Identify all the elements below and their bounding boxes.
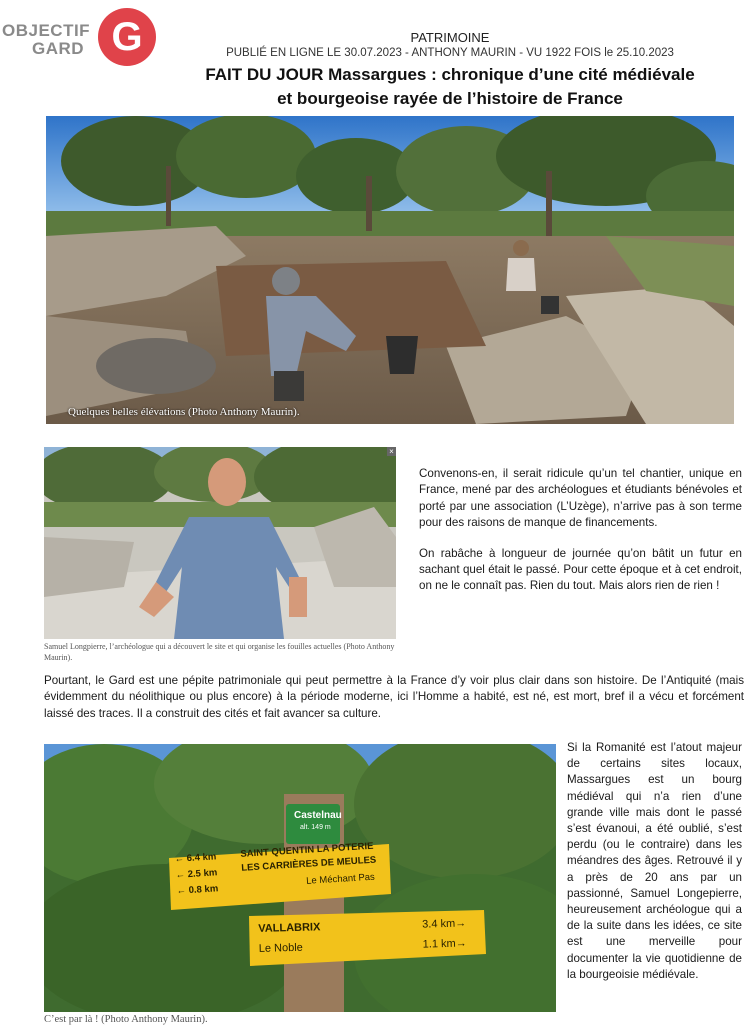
headline-line1: FAIT DU JOUR Massargues : chronique d’une cité médiévale [205,65,695,84]
archaeologist-caption: Samuel Longpierre, l’archéologue qui a découvert le site et qui organise les fouilles actuelles (Photo Anthony Maurin). [44,642,395,662]
logo-mark [98,8,156,66]
sign-post-label: Castelnau [294,810,342,821]
sign-subtitle: Le Méchant Pas [305,871,376,887]
sign-destination-2: Le Noble [258,941,303,955]
section-rubric[interactable]: PATRIMOINE [410,30,490,45]
sign-post-alt: alt. 149 m [300,824,331,831]
excavation-photo [46,116,734,424]
sign-destination-1: VALLABRIX [258,921,321,935]
paragraph-2: On rabâche à longueur de journée qu’on bâtit un futur en sachant quel était le passé. Pour cette époque et à cet endroit, on ne le connaît pas. Rien du tout. Mais alors rien de rien ! [419,546,742,593]
sign-distance-3: ← 0.8 km [176,883,219,897]
article-headline [150,63,750,111]
logo-g-icon: G [111,15,143,59]
paragraph-3: Pourtant, le Gard est une pépite patrimoniale qui peut permettre à la France d’y voir plus clair dans son histoire. De l’Antiquité (mais évidemment du néolithique ou plus encore) à la période moderne, ici l’Homme a habité, est né, est mort, bref il a vécu et forcément laissé des traces. Il a construit des cités et fait avancer sa culture. [44,674,744,720]
site-logo[interactable] [2,8,160,66]
paragraph-1: Convenons-en, il serait ridicule qu’un tel chantier, unique en France, mené par des archéologues et étudiants bénévoles et porté par une association (L’Uzège), n’arrive pas à son terme pour des raisons de manque de financements. [419,467,742,530]
sign-distance-1: ← 6.4 km [174,851,217,865]
signpost-caption: C’est par là ! (Photo Anthony Maurin). [44,1014,208,1025]
archaeologist-illustration [44,447,396,639]
sign-board-2 [254,913,485,963]
sign-distance-2: ← 2.5 km [175,867,218,881]
intro-column [419,466,742,595]
article-meta: PUBLIÉ EN LIGNE LE 30.07.2023 - ANTHONY MAURIN - VU 1922 FOIS le 25.10.2023 [226,47,674,59]
sign-destination-1-distance: 3.4 km→ [422,917,467,931]
archaeologist-photo [44,447,396,639]
headline-line2: et bourgeoise rayée de l’histoire de France [277,89,623,108]
close-icon[interactable]: × [387,447,396,456]
sign-destination-2-distance: 1.1 km→ [422,937,467,951]
sign-title-2: LES CARRIÈRES DE MEULES [240,854,377,874]
logo-text-line1: OBJECTIF [2,21,91,40]
sign-title-1: SAINT QUENTIN LA POTERIE [240,840,374,860]
paragraph-4: Si la Romanité est l’atout majeur de certains sites locaux, Massargues est un bourg médiéval qui n’a rien d’une grande ville mais dont le passé s’est évanoui, a été oublié, s’est perdu (ou le contraire) dans les méandres des âges. Retrouvé il y a près de 20 ans par un passionné, Samuel Longepierre, heureusement archéologue qui a de la suite dans les idées, ce site est une merveille pour documenter la vie quotidienne de la bourgeoisie médiévale. [567,741,742,981]
logo-text-line2: GARD [32,39,85,58]
signpost-photo [44,744,556,1012]
excavation-caption: Quelques belles élévations (Photo Anthony Maurin). [68,406,300,418]
excavation-illustration [46,116,734,424]
